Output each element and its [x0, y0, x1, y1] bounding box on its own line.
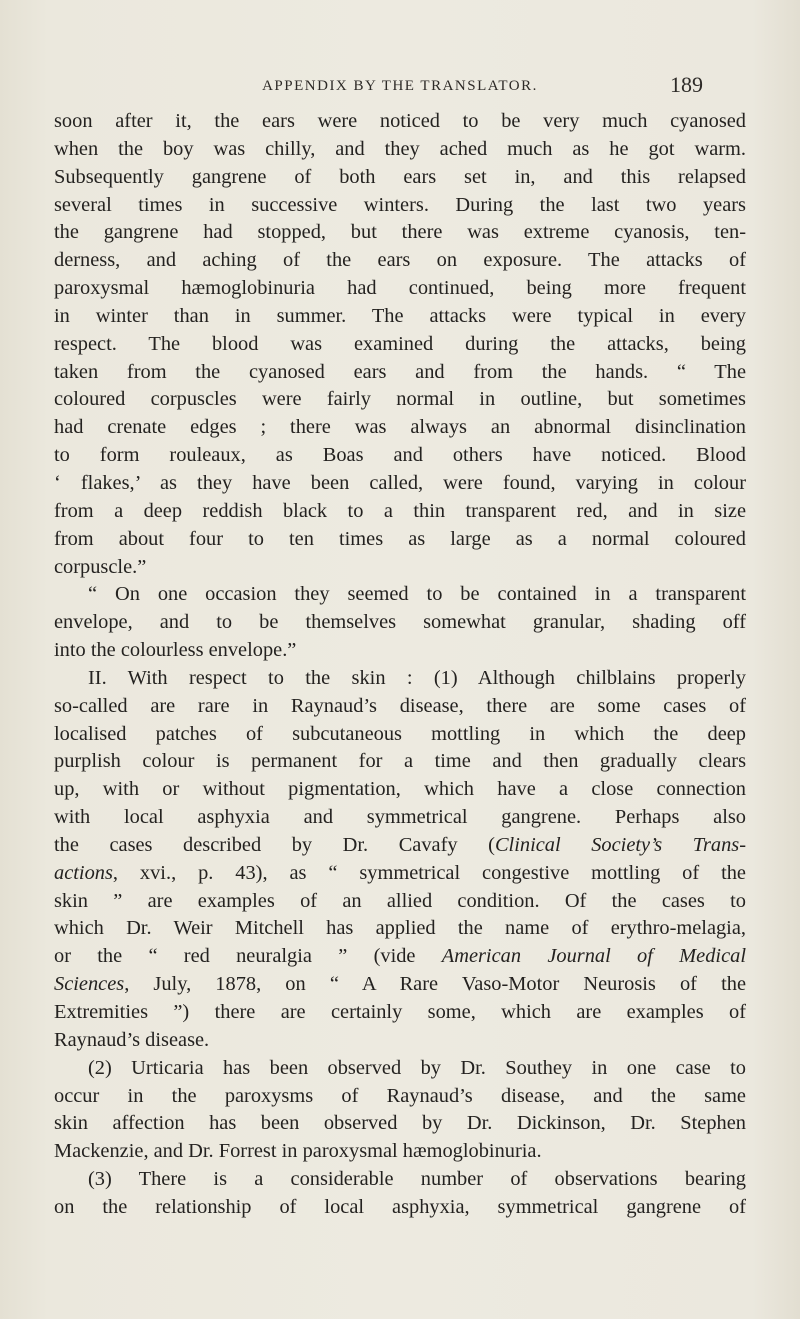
text-line: so-called are rare in Raynaud’s disease, there are some cases of — [54, 694, 746, 717]
text-line: envelope, and to be themselves somewhat granular, shading off — [54, 611, 746, 634]
text-line: Subsequently gangrene of both ears set in, and this relapsed — [54, 165, 746, 188]
italic-title: American Journal of Medical — [441, 945, 746, 968]
text-line: which Dr. Weir Mitchell has applied the name of erythro-melagia, — [54, 917, 746, 940]
text-line: taken from the cyanosed ears and from the hands. “ The — [54, 360, 746, 383]
text-line: into the colourless envelope.” — [54, 639, 297, 662]
page-number: 189 — [670, 72, 703, 97]
text-line: on the relationship of local asphyxia, symmetrical gangrene of — [54, 1195, 746, 1218]
text-line: skin affection has been observed by Dr. Dickinson, Dr. Stephen — [54, 1112, 746, 1135]
text-line: respect. The blood was examined during the attacks, being — [54, 332, 746, 355]
text-line: corpuscle.” — [54, 555, 147, 578]
text-line: ‘ flakes,’ as they have been called, were found, varying in colour — [54, 471, 746, 494]
text-line: the gangrene had stopped, but there was extreme cyanosis, ten- — [54, 221, 746, 244]
running-head — [0, 72, 800, 102]
text-line: “ On one occasion they seemed to be contained in a transparent — [88, 583, 746, 606]
text-line: in winter than in summer. The attacks were typical in every — [54, 304, 746, 327]
text-line: or the “ red neuralgia ” (vide American Journal of Medical — [54, 945, 746, 968]
text-line: (3) There is a considerable number of observations bearing — [88, 1168, 746, 1191]
text-line: Extremities ”) there are certainly some, which are examples of — [54, 1001, 746, 1023]
text-line: (2) Urticaria has been observed by Dr. Southey in one case to — [88, 1056, 746, 1079]
text-line: up, with or without pigmentation, which have a close connection — [54, 778, 746, 801]
text-line: several times in successive winters. During the last two years — [54, 193, 746, 216]
text-line: Sciences, July, 1878, on “ A Rare Vaso-Motor Neurosis of the — [54, 973, 746, 996]
italic-title: Clinical Society’s Trans- — [494, 833, 746, 856]
italic-title: actions — [54, 861, 113, 884]
text-line: coloured corpuscles were fairly normal in outline, but sometimes — [54, 388, 746, 411]
text-line: localised patches of subcutaneous mottling in which the deep — [54, 722, 746, 745]
text-line: paroxysmal hæmoglobinuria had continued, being more frequent — [54, 277, 746, 300]
text-line: to form rouleaux, as Boas and others have noticed. Blood — [54, 444, 746, 467]
text-line: II. With respect to the skin : (1) Although chilblains properly — [88, 666, 746, 689]
text-line: soon after it, the ears were noticed to be very much cyanosed — [54, 110, 746, 132]
text-line: skin ” are examples of an allied condition. Of the cases to — [54, 889, 746, 912]
body-text — [54, 108, 746, 1222]
text-line: occur in the paroxysms of Raynaud’s disease, and the same — [54, 1084, 746, 1107]
text-line: the cases described by Dr. Cavafy (Clinical Society’s Trans- — [54, 833, 746, 856]
text-line: when the boy was chilly, and they ached much as he got warm. — [54, 137, 746, 160]
italic-title: Sciences — [54, 973, 125, 996]
text-line: Mackenzie, and Dr. Forrest in paroxysmal hæmoglobinuria. — [54, 1140, 542, 1163]
text-line: derness, and aching of the ears on exposure. The attacks of — [54, 249, 746, 272]
running-title: APPENDIX BY THE TRANSLATOR. — [262, 78, 538, 94]
text-line: actions, xvi., p. 43), as “ symmetrical congestive mottling of the — [54, 861, 746, 884]
text-line: with local asphyxia and symmetrical gangrene. Perhaps also — [54, 806, 746, 829]
text-line: had crenate edges ; there was always an abnormal disinclination — [54, 416, 746, 439]
text-line: Raynaud’s disease. — [54, 1028, 210, 1051]
text-line: from about four to ten times as large as a normal coloured — [54, 527, 746, 550]
text-line: from a deep reddish black to a thin transparent red, and in size — [54, 499, 746, 522]
text-line: purplish colour is permanent for a time and then gradually clears — [54, 750, 746, 773]
